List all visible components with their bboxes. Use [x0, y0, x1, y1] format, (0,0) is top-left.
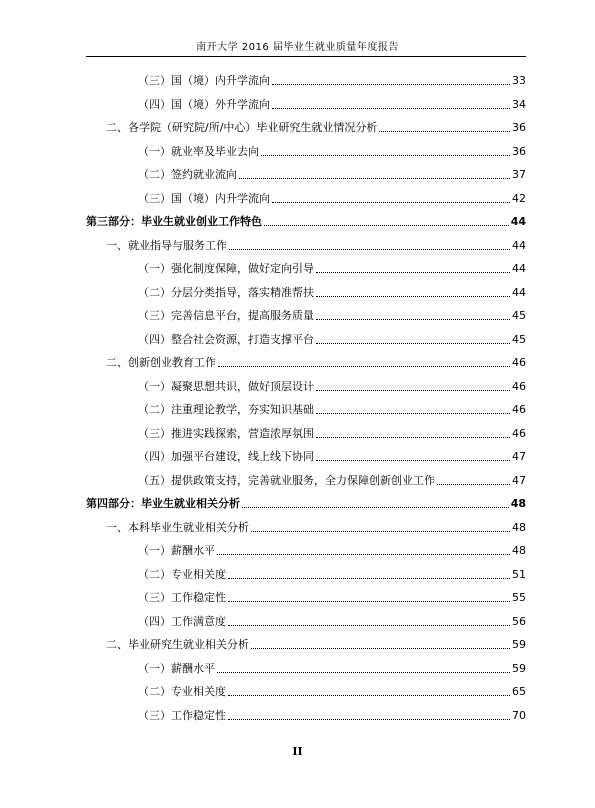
toc-entry-page: 56: [512, 614, 526, 628]
toc-entry-page: 46: [512, 356, 526, 369]
toc-entry-page: 47: [512, 473, 526, 487]
toc-leader-dots: [316, 390, 510, 391]
toc-entry-title: 第三部分：毕业生就业创业工作特色: [86, 215, 262, 228]
toc-entry[interactable]: [86, 495, 526, 511]
toc-entry[interactable]: [138, 707, 526, 723]
toc-entry[interactable]: [138, 472, 526, 488]
toc-entry-page: 47: [512, 450, 526, 463]
toc-entry-title: （一）强化制度保障，做好定向引导: [138, 262, 314, 275]
toc-entry[interactable]: [138, 378, 526, 394]
toc-entry-title: 第四部分：毕业生就业相关分析: [86, 497, 240, 510]
toc-entry-page: 44: [512, 238, 526, 252]
toc-entry-page: 46: [512, 379, 526, 393]
toc-leader-dots: [316, 343, 510, 344]
toc-leader-dots: [218, 366, 510, 367]
toc-leader-dots: [242, 507, 509, 508]
toc-entry-page: 48: [510, 497, 526, 510]
toc-entry-title: （三）工作稳定性: [138, 591, 226, 604]
toc-leader-dots: [217, 672, 510, 673]
toc-leader-dots: [272, 202, 510, 203]
toc-entry-page: 59: [512, 661, 526, 675]
toc-entry-page: 44: [510, 215, 526, 228]
toc-entry-page: 44: [512, 285, 526, 299]
toc-entry-title: 二、毕业研究生就业相关分析: [106, 638, 249, 651]
toc-entry-page: 45: [512, 332, 526, 346]
toc-leader-dots: [228, 578, 510, 579]
toc-leader-dots: [261, 155, 510, 156]
toc-entry-title: （三）工作稳定性: [138, 708, 226, 722]
toc-entry-page: 46: [512, 403, 526, 416]
toc-entry-title: （四）国（境）外升学流向: [138, 97, 270, 111]
toc-leader-dots: [316, 272, 510, 273]
toc-entry[interactable]: [138, 260, 526, 276]
toc-entry-title: （一）薪酬水平: [138, 661, 215, 675]
toc-entry-title: （四）加强平台建设，线上线下协同: [138, 450, 314, 463]
toc-entry-page: 45: [512, 309, 526, 322]
toc-leader-dots: [239, 178, 510, 179]
toc-entry[interactable]: [138, 401, 526, 417]
toc-entry-title: （三）完善信息平台，提高服务质量: [138, 309, 314, 322]
toc-leader-dots: [316, 437, 510, 438]
header-rule: [86, 56, 526, 57]
toc-leader-dots: [316, 460, 510, 461]
toc-entry-page: 48: [512, 544, 526, 557]
toc-leader-dots: [229, 249, 510, 250]
toc-entry[interactable]: [106, 237, 526, 253]
toc-entry[interactable]: [106, 636, 526, 652]
toc-entry[interactable]: [138, 660, 526, 676]
toc-entry[interactable]: [106, 519, 526, 535]
toc-entry-page: 33: [512, 74, 526, 87]
toc-entry-title: （三）推进实践探索，营造浓厚氛围: [138, 426, 314, 440]
toc-entry-page: 65: [512, 685, 526, 698]
toc-entry[interactable]: [138, 589, 526, 605]
toc-entry[interactable]: [138, 72, 526, 88]
toc-leader-dots: [251, 531, 510, 532]
toc-entry-title: 一、本科毕业生就业相关分析: [106, 520, 249, 534]
toc-leader-dots: [228, 719, 510, 720]
toc-leader-dots: [272, 84, 510, 85]
toc-entry-page: 34: [512, 97, 526, 111]
toc-entry-page: 55: [512, 591, 526, 604]
toc-entry[interactable]: [138, 190, 526, 206]
toc-leader-dots: [228, 625, 510, 626]
toc-leader-dots: [316, 319, 510, 320]
toc-entry-title: （四）整合社会资源，打造支撑平台: [138, 332, 314, 346]
toc-leader-dots: [316, 296, 510, 297]
toc-entry[interactable]: [138, 566, 526, 582]
toc-entry[interactable]: [138, 683, 526, 699]
toc-entry-title: （一）薪酬水平: [138, 544, 215, 557]
toc-entry[interactable]: [138, 166, 526, 182]
toc-entry-page: 59: [512, 638, 526, 651]
toc-entry-title: 一、就业指导与服务工作: [106, 238, 227, 252]
toc-entry[interactable]: [138, 448, 526, 464]
toc-leader-dots: [272, 108, 510, 109]
toc-entry[interactable]: [106, 119, 526, 135]
toc-leader-dots: [251, 648, 510, 649]
toc-entry-title: （二）专业相关度: [138, 567, 226, 581]
toc-entry-page: 36: [512, 121, 526, 134]
toc-entry-title: （一）凝聚思想共识，做好顶层设计: [138, 379, 314, 393]
toc-entry[interactable]: [106, 354, 526, 370]
toc-entry-page: 46: [512, 426, 526, 440]
toc-entry[interactable]: [138, 425, 526, 441]
toc-entry-title: 二、创新创业教育工作: [106, 356, 216, 369]
toc-entry-page: 37: [512, 168, 526, 181]
page-header: 南开大学 2016 届毕业生就业质量年度报告: [196, 42, 399, 53]
toc-entry-title: （三）国（境）内升学流向: [138, 74, 270, 87]
toc-entry[interactable]: [138, 331, 526, 347]
toc-entry-title: （二）分层分类指导，落实精准帮扶: [138, 285, 314, 299]
toc-leader-dots: [379, 131, 510, 132]
toc-entry[interactable]: [138, 307, 526, 323]
toc-entry-title: （五）提供政策支持，完善就业服务，全力保障创新创业工作: [138, 473, 435, 487]
toc-entry[interactable]: [138, 284, 526, 300]
toc-entry-title: （一）就业率及毕业去向: [138, 144, 259, 158]
page-number: II: [292, 745, 303, 758]
toc-entry-page: 42: [512, 191, 526, 205]
toc-leader-dots: [264, 225, 509, 226]
toc-entry-title: （二）注重理论教学，夯实知识基础: [138, 403, 314, 416]
toc-entry-title: （二）签约就业流向: [138, 168, 237, 181]
toc-entry[interactable]: [138, 96, 526, 112]
toc-leader-dots: [316, 413, 510, 414]
toc-leader-dots: [228, 601, 510, 602]
toc-entry-page: 51: [512, 567, 526, 581]
toc-entry[interactable]: [138, 143, 526, 159]
toc-entry[interactable]: [138, 542, 526, 558]
toc-entry-page: 48: [512, 520, 526, 534]
toc-entry-title: （三）国（境）内升学流向: [138, 191, 270, 205]
toc-entry[interactable]: [138, 613, 526, 629]
toc-entry-title: 二、各学院（研究院/所/中心）毕业研究生就业情况分析: [106, 121, 378, 134]
toc-entry-title: （四）工作满意度: [138, 614, 226, 628]
toc-leader-dots: [228, 695, 510, 696]
toc-entry-page: 44: [512, 262, 526, 275]
toc-entry-page: 70: [512, 708, 526, 722]
toc-entry[interactable]: [86, 213, 526, 229]
toc-entry-title: （二）专业相关度: [138, 685, 226, 698]
toc-entry-page: 36: [512, 144, 526, 158]
toc-leader-dots: [217, 554, 510, 555]
toc-leader-dots: [437, 484, 510, 485]
